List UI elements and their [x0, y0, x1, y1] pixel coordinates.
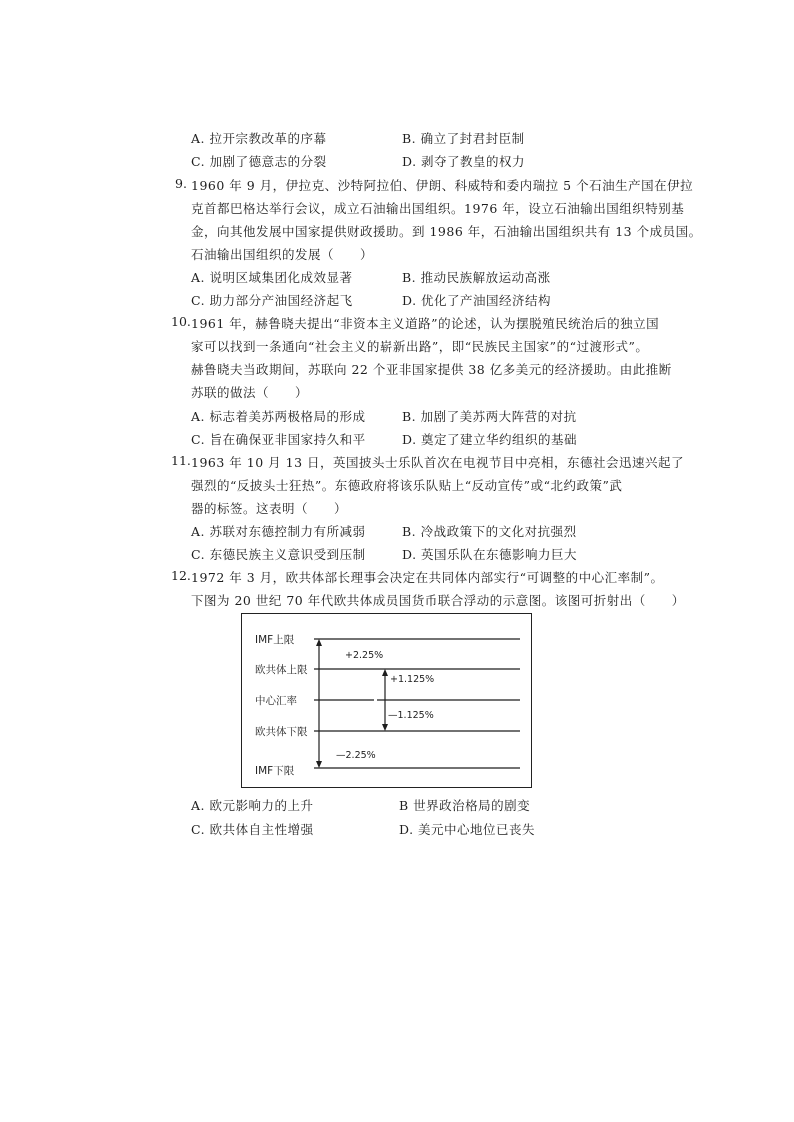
label-ec-upper: 欧共体上限: [255, 664, 308, 676]
q10-option-c: C. 旨在确保亚非国家持久和平: [191, 432, 366, 447]
q8-option-d: D. 剥夺了教皇的权力: [402, 154, 526, 169]
label-central-rate: 中心汇率: [255, 695, 297, 707]
q9-line-2: 克首都巴格达举行会议，成立石油输出国组织。1976 年，设立石油输出国组织特别基: [191, 201, 685, 216]
q12-line-1: 1972 年 3 月，欧共体部长理事会决定在共同体内部实行“可调整的中心汇率制”。: [191, 570, 664, 585]
q11-number: 11.: [171, 453, 191, 468]
q12-option-d: D. 美元中心地位已丧失: [399, 822, 536, 837]
value-ec-lower: —1.125%: [388, 710, 434, 721]
label-imf-upper: IMF上限: [255, 634, 295, 646]
q8-option-b: B. 确立了封君封臣制: [402, 131, 525, 146]
q10-option-d: D. 奠定了建立华约组织的基础: [402, 432, 578, 447]
q9-option-c: C. 助力部分产油国经济起飞: [191, 293, 353, 308]
ec-arrow-up-head: [382, 669, 388, 676]
value-ec-upper: +1.125%: [390, 674, 435, 685]
q11-line-3: 器的标签。这表明（ ）: [191, 501, 348, 516]
value-imf-upper: +2.25%: [345, 650, 384, 661]
q11-line-1: 1963 年 10 月 13 日，英国披头士乐队首次在电视节目中亮相，东德社会迅速兴起了: [191, 455, 684, 470]
imf-arrow-up-head: [316, 639, 322, 646]
q11-option-b: B. 冷战政策下的文化对抗强烈: [402, 524, 577, 539]
q10-option-a: A. 标志着美苏两极格局的形成: [191, 409, 366, 424]
q9-number: 9.: [175, 176, 187, 191]
q10-line-3: 赫鲁晓夫当政期间，苏联向 22 个亚非国家提供 38 亿多美元的经济援助。由此推断: [191, 362, 672, 377]
q9-option-d: D. 优化了产油国经济结构: [402, 293, 552, 308]
q10-line-4: 苏联的做法（ ）: [191, 385, 309, 400]
q10-option-b: B. 加剧了美苏两大阵营的对抗: [402, 409, 577, 424]
imf-arrow-down-head: [316, 761, 322, 768]
q8-option-a: A. 拉开宗教改革的序幕: [191, 131, 327, 146]
q11-option-d: D. 英国乐队在东德影响力巨大: [402, 547, 578, 562]
q12-option-c: C. 欧共体自主性增强: [191, 822, 314, 837]
value-imf-lower: —2.25%: [336, 750, 376, 761]
q9-option-a: A. 说明区域集团化成效显著: [191, 270, 353, 285]
q11-option-c: C. 东德民族主义意识受到压制: [191, 547, 366, 562]
exchange-rate-band-figure: [241, 613, 532, 788]
q8-option-c: C. 加剧了德意志的分裂: [191, 154, 327, 169]
q11-option-a: A. 苏联对东德控制力有所减弱: [191, 524, 366, 539]
q10-line-1: 1961 年，赫鲁晓夫提出“非资本主义道路”的论述，认为摆脱殖民统治后的独立国: [191, 316, 660, 331]
q10-line-2: 家可以找到一条通向“社会主义的崭新出路”，即“民族民主国家”的“过渡形式”。: [191, 339, 649, 354]
q10-number: 10.: [171, 314, 191, 329]
q9-option-b: B. 推动民族解放运动高涨: [402, 270, 551, 285]
q12-option-b: B 世界政治格局的剧变: [399, 798, 531, 813]
q12-option-a: A. 欧元影响力的上升: [191, 798, 314, 813]
ec-arrow-down-head: [382, 724, 388, 731]
q11-line-2: 强烈的“反披头士狂热”。东德政府将该乐队贴上“反动宣传”或“北约政策”武: [191, 478, 623, 493]
q9-line-1: 1960 年 9 月，伊拉克、沙特阿拉伯、伊朗、科威特和委内瑞拉 5 个石油生产国在伊拉: [191, 178, 694, 193]
q9-line-3: 金，向其他发展中国家提供财政援助。到 1986 年，石油输出国组织共有 13 个成员国。: [191, 224, 702, 239]
q12-line-2: 下图为 20 世纪 70 年代欧共体成员国货币联合浮动的示意图。该图可折射出（ ）: [191, 593, 685, 608]
exchange-rate-band-diagram: [242, 614, 533, 789]
q9-line-4: 石油输出国组织的发展（ ）: [191, 247, 374, 262]
label-ec-lower: 欧共体下限: [255, 726, 308, 738]
label-imf-lower: IMF下限: [255, 765, 295, 777]
q12-number: 12.: [171, 568, 191, 583]
